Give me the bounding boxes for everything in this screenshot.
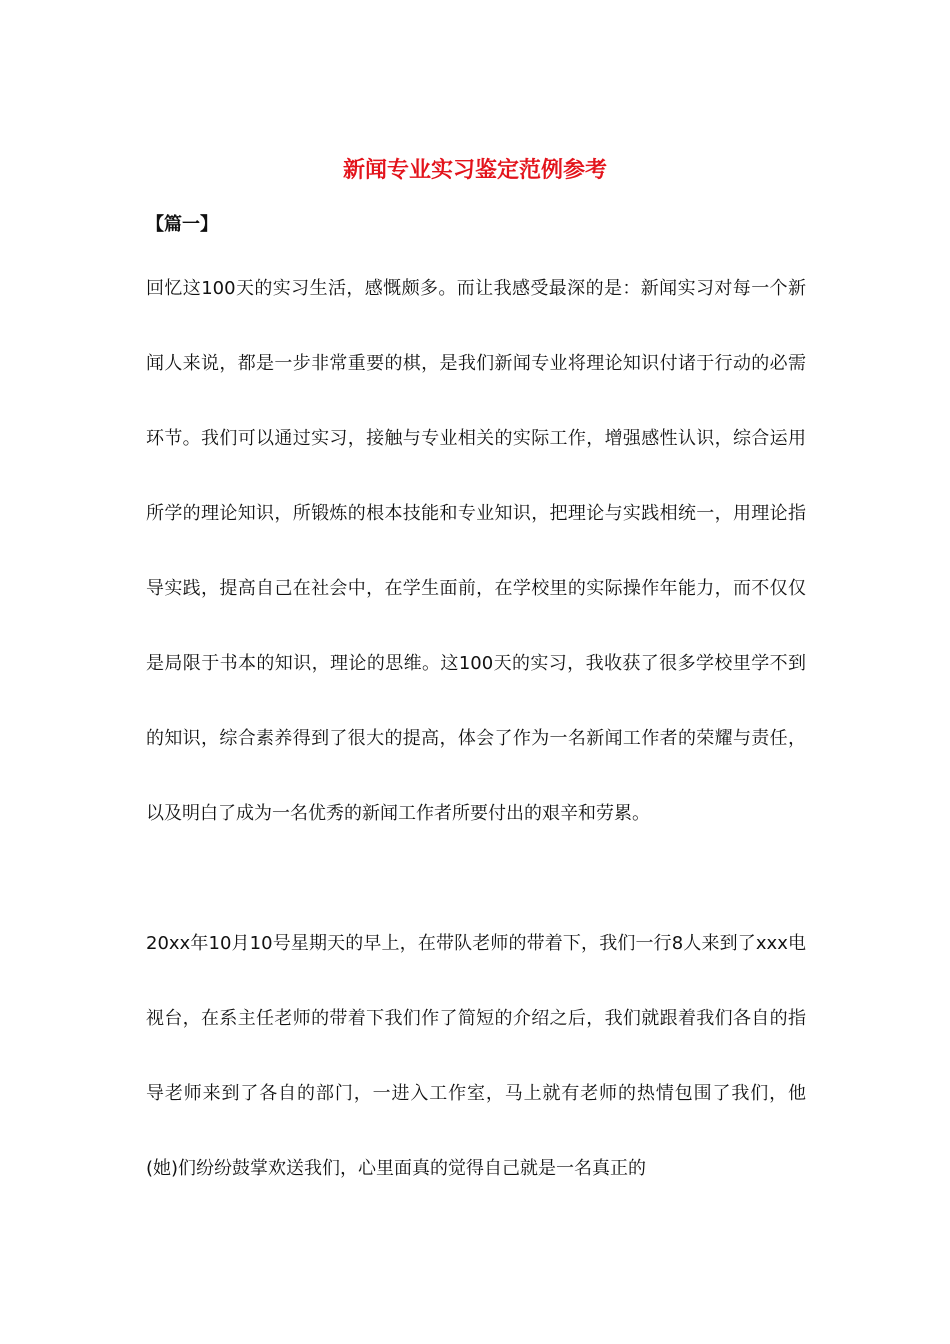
document-title: 新闻专业实习鉴定范例参考	[342, 157, 607, 183]
section-label: 【篇一】	[146, 214, 218, 235]
paragraph-1: 回忆这100天的实习生活，感慨颇多。而让我感受最深的是：新闻实习对每一个新闻人来说，都是一步非常重要的棋，是我们新闻专业将理论知识付诸于行动的必需环节。我们可以通过实习，接触与专业相关的实际工作，增强感性认识，综合运用所学的理论知识，所锻炼的根本技能和专业知识，把理论与实践相统一，用理论指导实践，提高自己在社会中，在学生面前，在学校里的实际操作年能力，而不仅仅是局限于书本的知识，理论的思维。这100天的实习，我收获了很多学校里学不到的知识，综合素养得到了很大的提高，体会了作为一名新闻工作者的荣耀与责任，以及明白了成为一名优秀的新闻工作者所要付出的艰辛和劳累。	[146, 278, 806, 824]
paragraph-2: 20xx年10月10号星期天的早上，在带队老师的带着下，我们一行8人来到了xxx电视台，在系主任老师的带着下我们作了简短的介绍之后，我们就跟着我们各自的指导老师来到了各自的部门，一进入工作室，马上就有老师的热情包围了我们，他(她)们纷纷鼓掌欢送我们，心里面真的觉得自己就是一名真正的	[146, 933, 806, 1179]
